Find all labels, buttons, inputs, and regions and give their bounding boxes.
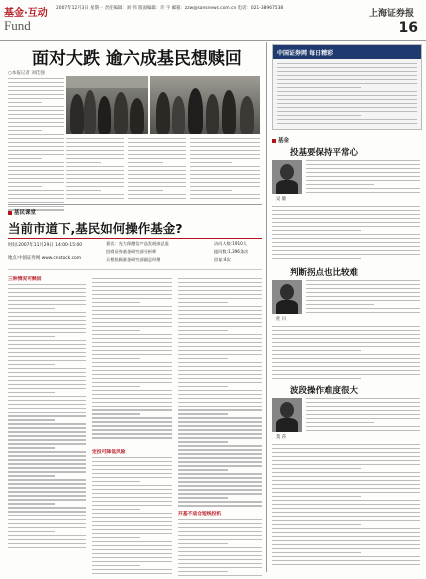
section-divider [8, 204, 262, 205]
column-divider [266, 42, 267, 572]
page-number: 16 [398, 20, 418, 36]
guest-1: 嘉宾：光大保德信产品发展部总监 [106, 241, 169, 246]
qa-col3-bottom [178, 519, 262, 579]
author-portrait-3 [272, 398, 302, 432]
right-article2-body [272, 326, 420, 382]
main-article-col3 [128, 138, 186, 202]
promo-text [277, 63, 417, 127]
right-article3-body [272, 444, 420, 568]
right-tag-label: 基金 [278, 138, 290, 144]
qa-col2-bottom [92, 457, 172, 577]
event-time: 时间:2007年11月29日 14:00-15:00 [8, 243, 83, 248]
author-sig-3: 莫 莎 [276, 435, 287, 440]
right-article1-headline: 投基要保持平常心 [290, 148, 359, 158]
author-portrait-1 [272, 160, 302, 194]
main-byline: ○本报记者 刘佳强 [8, 71, 45, 76]
right-article3-lead [306, 398, 420, 434]
guest-3: 天相投顾基金研究部副总经理 [106, 257, 161, 262]
right-article2-headline: 判断拐点也比较难 [290, 268, 359, 278]
main-article-col1 [8, 78, 64, 213]
author-sig-2: 杜 川 [276, 317, 287, 322]
right-article2-lead [306, 280, 420, 316]
investor-photo [66, 76, 148, 134]
main-article-col2 [66, 138, 124, 202]
newspaper-brand: 上海证券报 [368, 8, 414, 18]
crowd-photo [150, 76, 260, 134]
right-tag [272, 136, 289, 144]
col2-subhead: 定投可降低风险 [92, 450, 126, 455]
mid-section-tag-label: 基民课堂 [14, 210, 37, 216]
event-location: 地点:中国证券网 www.cnstock.com [8, 256, 81, 261]
mid-headline: 当前市道下,基民如何操作基金? [8, 221, 183, 236]
col1-subhead: 三种情况可赎回 [8, 277, 42, 282]
col3-subhead: 开基不适合短线投机 [178, 512, 222, 517]
question-count: 提问数:1,396条次 [214, 249, 249, 254]
issue-line: 2007年12月3日 星期一 责任编辑：刘 伟 版面编辑：许 宇 邮箱：zzw@sansnews.com.cn 电话：021-38967538 [56, 6, 284, 11]
promo-box [272, 44, 422, 130]
right-article3-headline: 波段操作难度很大 [290, 386, 359, 396]
page-header [0, 0, 426, 41]
author-sig-1: 吴 敏 [276, 197, 287, 202]
mid-section-tag [8, 208, 36, 216]
event-info-bar [8, 238, 262, 270]
main-article-col4 [190, 138, 260, 202]
qa-col3-top [178, 278, 262, 509]
section-tag: 基金·互动 [4, 8, 48, 19]
promo-title: 中国证券网 每日精彩 [277, 50, 334, 57]
main-headline: 面对大跌 逾六成基民想赎回 [32, 49, 242, 69]
qa-col2-top [92, 278, 172, 441]
guest-2: 招商证券基金研究部分析师 [106, 249, 157, 254]
qa-col1 [8, 284, 86, 551]
visitor-count: 访问人数:1910人 [214, 241, 248, 246]
right-article1-lead [306, 160, 420, 196]
author-portrait-2 [272, 280, 302, 314]
section-english: Fund [4, 18, 31, 33]
reply-count: 回复:4次 [214, 257, 231, 262]
right-article1-body [272, 206, 420, 262]
